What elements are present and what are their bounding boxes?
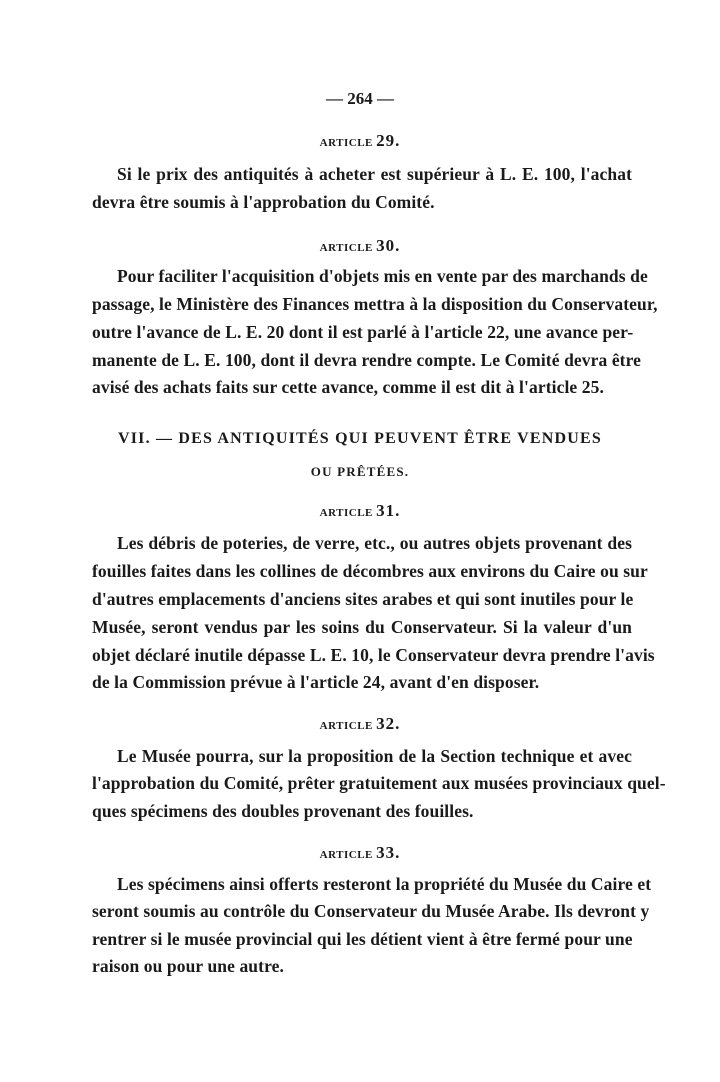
article-heading — [0, 131, 720, 151]
text-line: rentrer si le musée provincial qui les détient vient à être fermé pour une — [92, 929, 633, 949]
text-line: Les débris de poteries, de verre, etc., ou autres objets provenant des — [117, 533, 632, 553]
text-line: Les spécimens ainsi offerts resteront la propriété du Musée du Caire et — [117, 874, 652, 894]
section-title: VII. — DES ANTIQUITÉS QUI PEUVENT ÊTRE VENDUES — [117, 430, 603, 447]
article-number: 30. — [376, 236, 401, 255]
article-heading — [0, 501, 720, 521]
text-line: fouilles faites dans les collines de décombres aux environs du Caire ou sur — [92, 561, 648, 581]
text-line: d'autres emplacements d'anciens sites arabes et qui sont inutiles pour le — [92, 589, 634, 609]
article-heading — [0, 843, 720, 863]
page-number: — 264 — — [326, 89, 394, 108]
text-line: avisé des achats faits sur cette avance, comme il est dit à l'article 25. — [92, 377, 604, 397]
article-number: 31. — [376, 501, 401, 520]
text-line: ques spécimens des doubles provenant des fouilles. — [92, 801, 474, 821]
text-line: Musée, seront vendus par les soins du Conservateur. Si la valeur d'un — [92, 617, 632, 637]
text-line: seront soumis au contrôle du Conservateur du Musée Arabe. Ils devront y — [92, 901, 650, 921]
article-number: 33. — [376, 843, 401, 862]
text-line: raison ou pour une autre. — [92, 956, 284, 976]
text-line: Le Musée pourra, sur la proposition de la Section technique et avec — [117, 746, 632, 766]
text-line: de la Commission prévue à l'article 24, avant d'en disposer. — [92, 672, 540, 692]
text-line: Pour faciliter l'acquisition d'objets mis en vente par des marchands de — [117, 266, 648, 286]
section-title-cont: OU PRÊTÉES. — [310, 464, 410, 479]
text-line: devra être soumis à l'approbation du Comité. — [92, 192, 435, 212]
article-label: ARTICLE — [319, 849, 373, 861]
article-number: 32. — [376, 714, 401, 733]
text-line: Si le prix des antiquités à acheter est supérieur à L. E. 100, l'achat — [117, 164, 632, 184]
article-label: ARTICLE — [319, 720, 373, 732]
article-heading — [0, 236, 720, 256]
text-line: manente de L. E. 100, dont il devra rendre compte. Le Comité devra être — [92, 350, 642, 370]
article-number: 29. — [376, 131, 401, 150]
article-label: ARTICLE — [319, 507, 373, 519]
text-line: l'approbation du Comité, prêter gratuitement aux musées provinciaux quel- — [92, 773, 666, 793]
article-heading — [0, 714, 720, 734]
article-label: ARTICLE — [319, 137, 373, 149]
text-line: passage, le Ministère des Finances mettra à la disposition du Conservateur, — [92, 294, 658, 314]
article-label: ARTICLE — [319, 242, 373, 254]
text-line: outre l'avance de L. E. 20 dont il est parlé à l'article 22, une avance per- — [92, 322, 634, 342]
text-line: objet déclaré inutile dépasse L. E. 10, le Conservateur devra prendre l'avis — [92, 645, 655, 665]
